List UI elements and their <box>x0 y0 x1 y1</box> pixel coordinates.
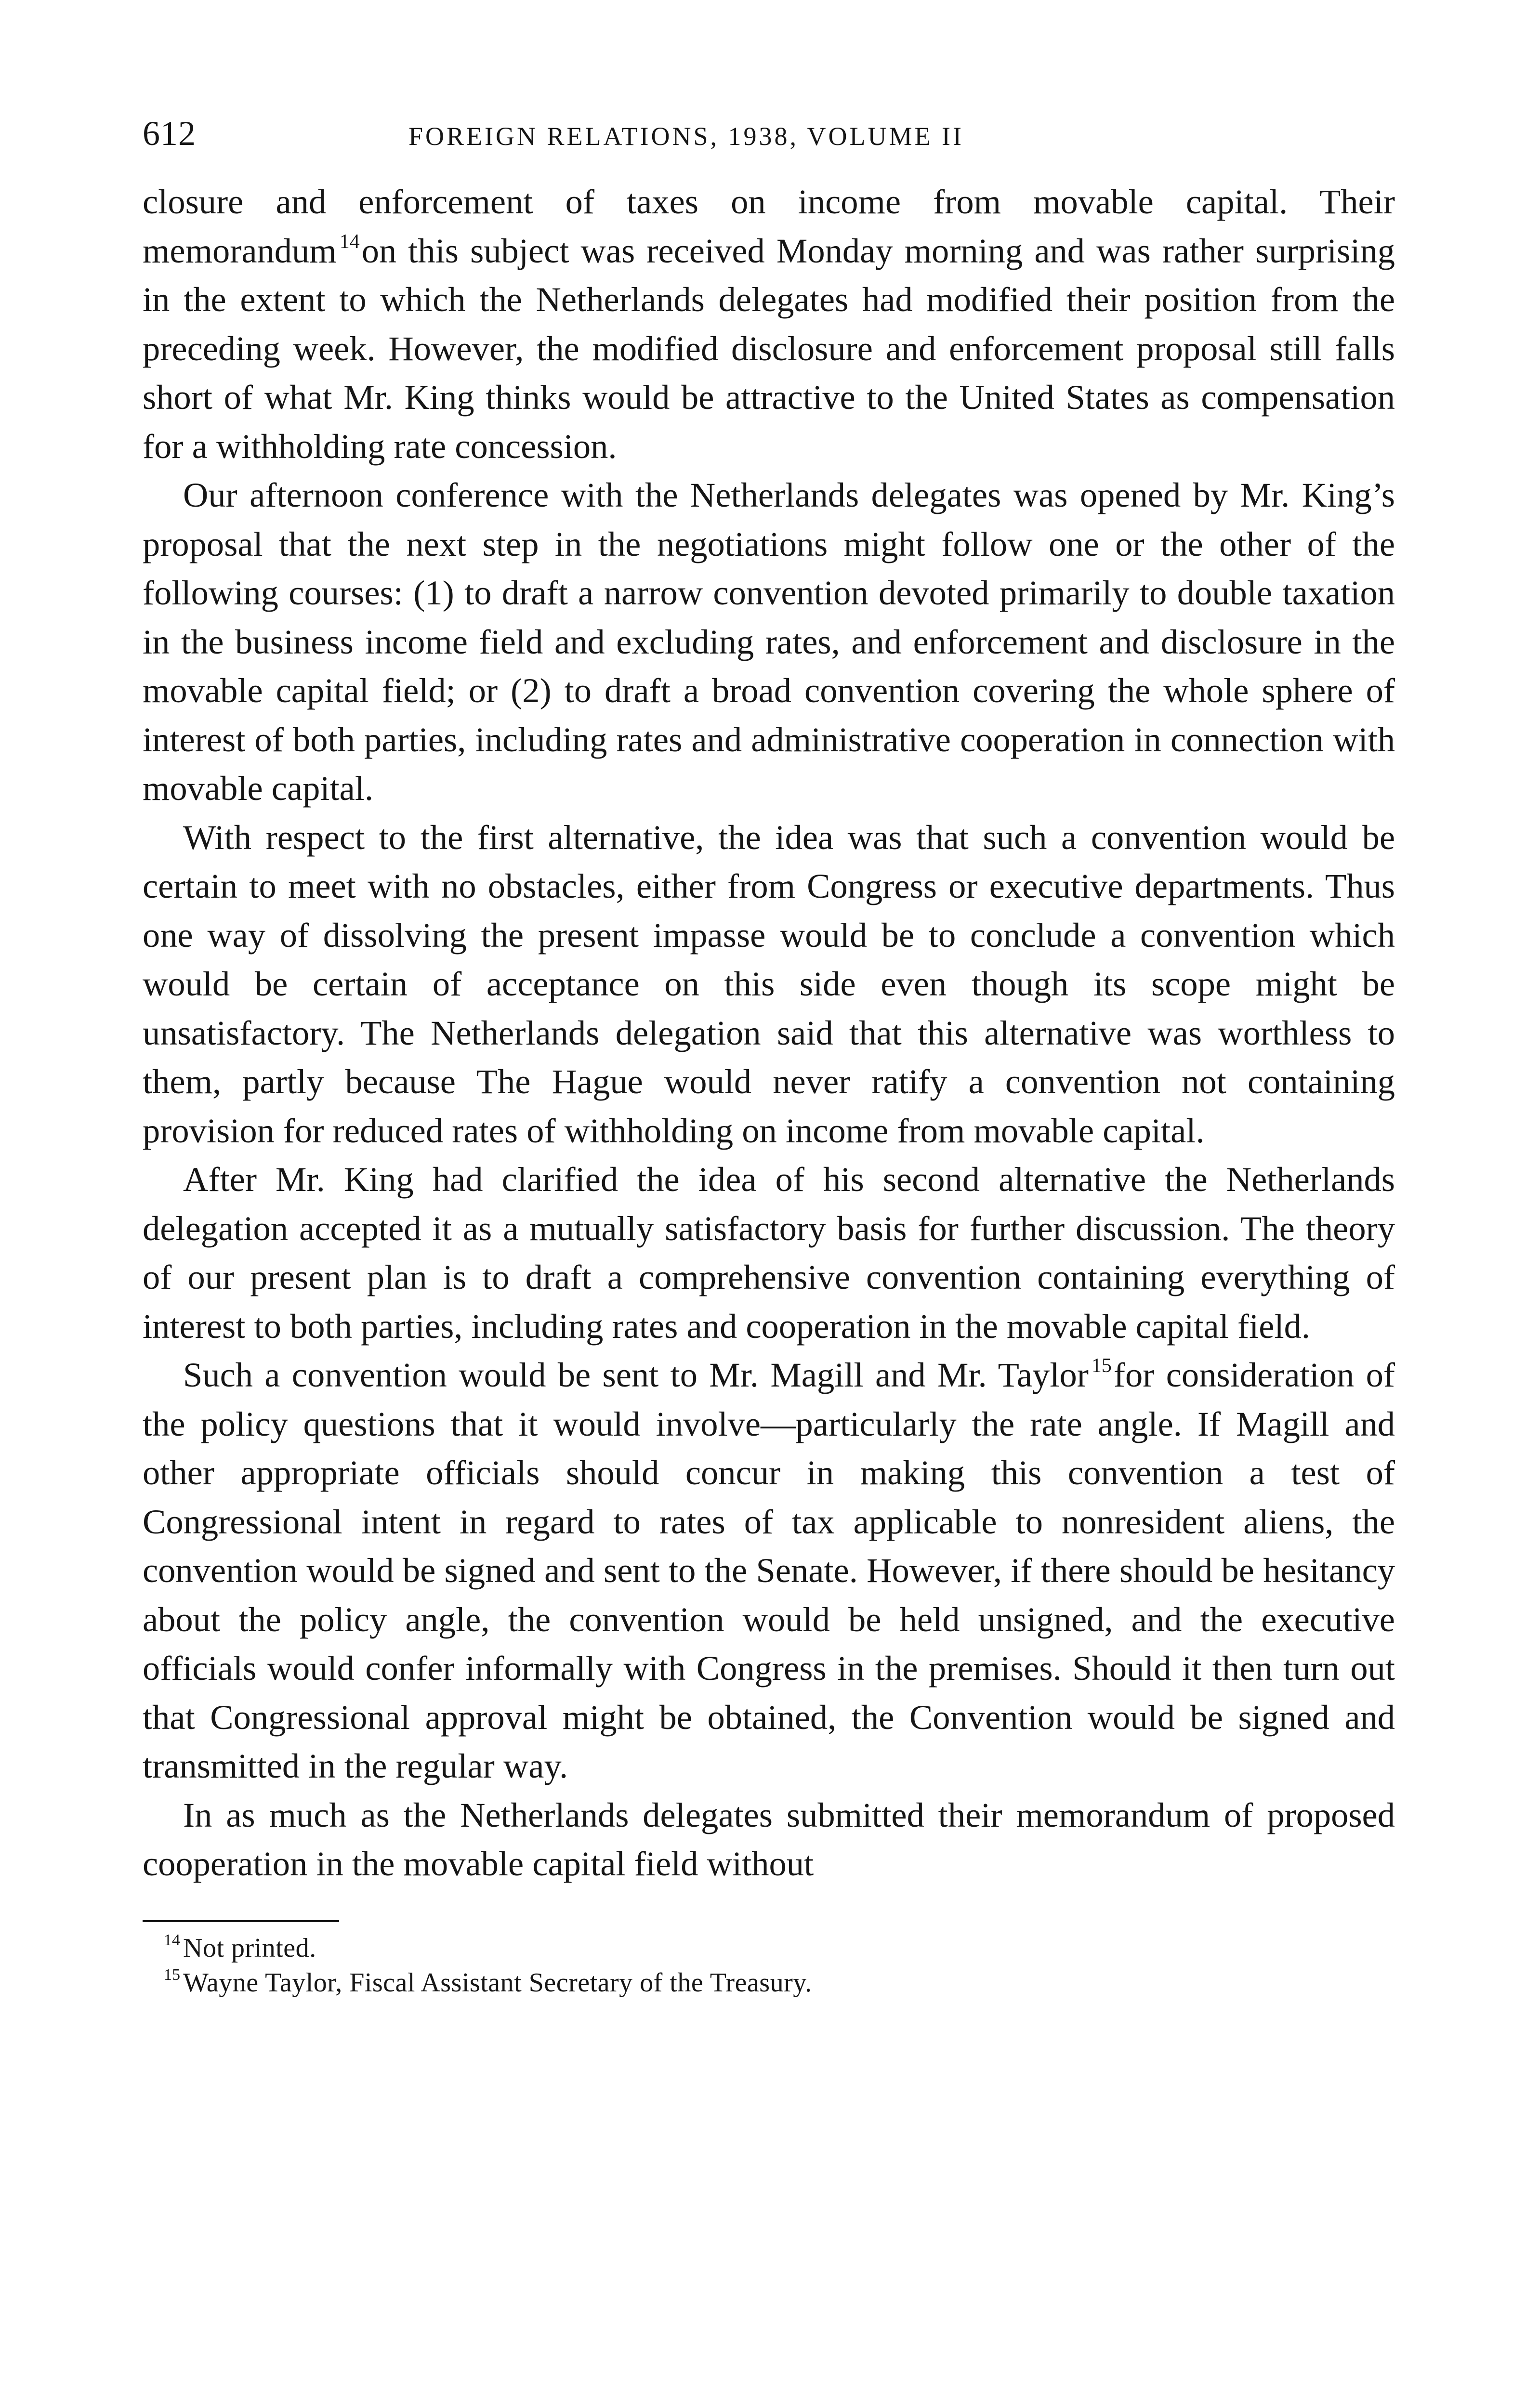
footnote-text: Wayne Taylor, Fiscal Assistant Secretary of the Treasury. <box>183 1967 812 1998</box>
paragraph-5-text-b: for consideration of the policy questions that it would involve—particularly the rate angle. If Magill and other appropriate officials should concur in making this convention a test of Congressional intent in regard to rates of tax applicable to nonresident aliens, the convention would be signed and sent to the Senate. However, if there should be hesitancy about the policy angle, the convention would be held unsigned, and the executive officials would confer informally with Congress in the premises. Should it then turn out that Congressional approval might be obtained, the Convention would be signed and transmitted in the regular way. <box>143 1355 1395 1785</box>
document-page <box>143 114 1395 2000</box>
footnote-ref-14: 14 <box>339 230 360 253</box>
footnote-14 <box>143 1931 1395 1965</box>
paragraph-1-text-a: closure and enforcement of taxes on income from movable capital. Their memorandum <box>143 182 1395 270</box>
page-number: 612 <box>143 114 196 153</box>
footnotes <box>143 1931 1395 2000</box>
paragraph-5 <box>143 1350 1395 1791</box>
footnote-divider <box>143 1920 339 1922</box>
paragraph-4: After Mr. King had clarified the idea of his second alternative the Netherlands delegation accepted it as a mutually satisfactory basis for further discussion. The theory of our present plan is to draft a comprehensive convention containing everything of interest to both parties, including rates and cooperation in the movable capital field. <box>143 1160 1395 1346</box>
running-header <box>143 114 1395 167</box>
paragraph-2: Our afternoon conference with the Netherlands delegates was opened by Mr. King’s proposal that the next step in the negotiations might follow one or the other of the following courses: (1) to draft a narrow convention devoted primarily to double taxation in the business income field and excluding rates, and enforcement and disclosure in the movable capital field; or (2) to draft a broad convention covering the whole sphere of interest of both parties, including rates and administrative cooperation in connection with movable capital. <box>143 475 1395 808</box>
footnote-text: Not printed. <box>183 1933 316 1963</box>
paragraph-1-text-b: on this subject was received Monday morning and was rather surprising in the extent to which the Netherlands delegates had modified their position from the preceding week. However, the modified disclosure and enforcement proposal still falls short of what Mr. King thinks would be attractive to the United States as compensation for a withholding rate concession. <box>143 231 1395 466</box>
paragraph-3: With respect to the first alternative, the idea was that such a convention would be certain to meet with no obstacles, either from Congress or executive departments. Thus one way of dissolving the present impasse would be to conclude a convention which would be certain of acceptance on this side even though its scope might be unsatisfactory. The Netherlands delegation said that this alternative was worthless to them, partly because The Hague would never ratify a convention not containing provision for reduced rates of withholding on income from movable capital. <box>143 817 1395 1150</box>
paragraph-1 <box>143 177 1395 471</box>
footnote-15 <box>143 1965 1395 2000</box>
footnote-ref-15: 15 <box>1091 1355 1112 1377</box>
running-title: FOREIGN RELATIONS, 1938, VOLUME II <box>408 122 964 151</box>
footnote-marker: 15 <box>164 1965 180 1984</box>
body-text <box>143 177 1395 1888</box>
footnote-marker: 14 <box>164 1931 180 1949</box>
paragraph-6: In as much as the Netherlands delegates submitted their memorandum of proposed cooperation in the movable capital field without <box>143 1795 1395 1883</box>
paragraph-5-text-a: Such a convention would be sent to Mr. Magill and Mr. Taylor <box>183 1355 1089 1394</box>
